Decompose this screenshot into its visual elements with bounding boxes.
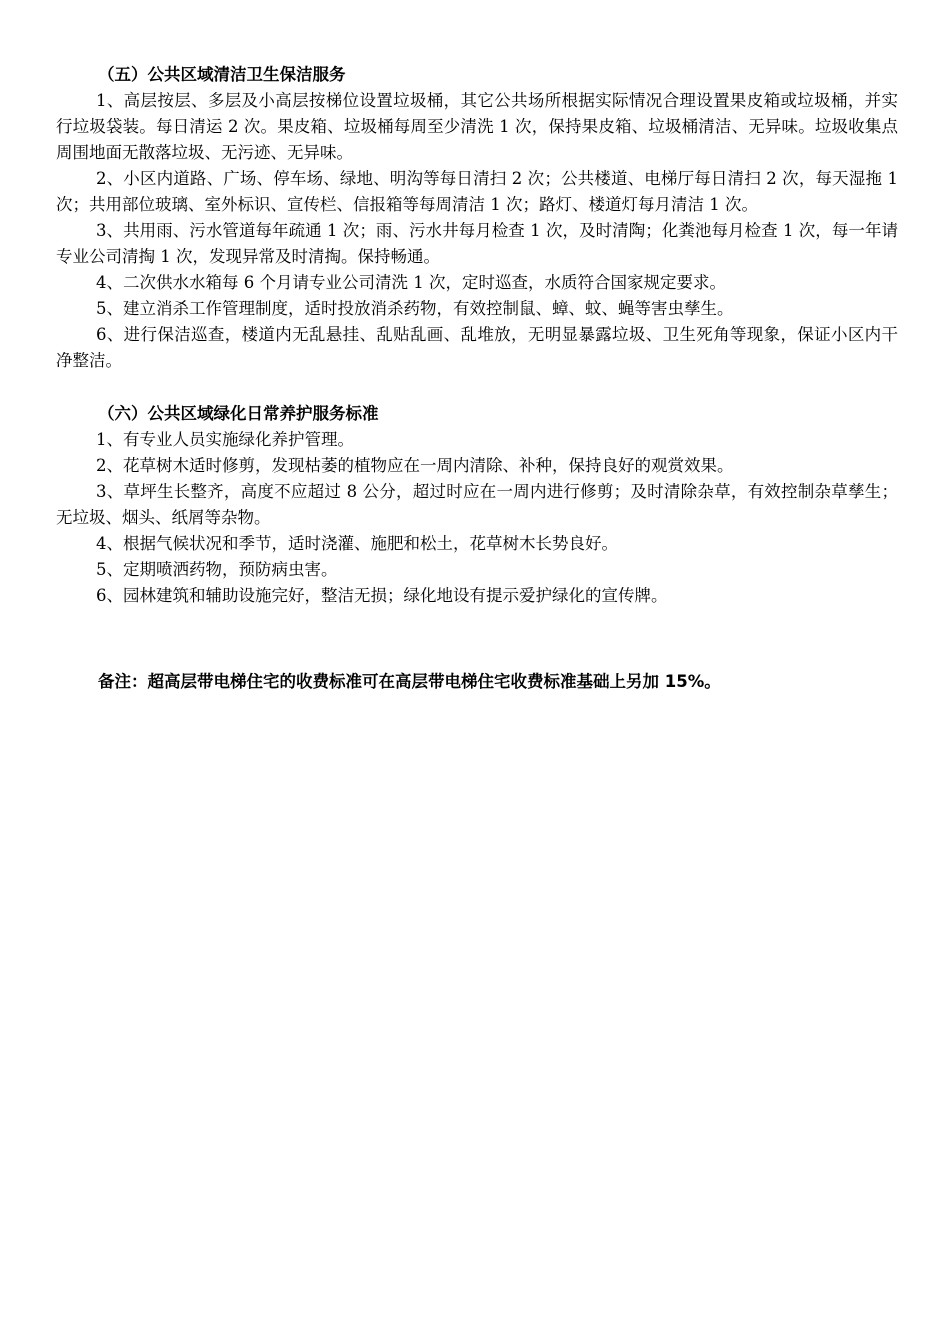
section-6-heading: （六）公共区域绿化日常养护服务标准 bbox=[98, 404, 379, 423]
document-page bbox=[56, 62, 898, 695]
section-5-item-3: 3、共用雨、污水管道每年疏通 1 次；雨、污水井每月检查 1 次，及时清陶；化粪池每月检查 1 次，每一年请专业公司清掏 1 次，发现异常及时清掏。保持畅通。 bbox=[56, 221, 898, 266]
note-spacer bbox=[56, 609, 898, 669]
section-6-item-4: 4、根据气候状况和季节，适时浇灌、施肥和松土，花草树木长势良好。 bbox=[96, 534, 618, 553]
section-6-item-6: 6、园林建筑和辅助设施完好，整洁无损；绿化地设有提示爱护绿化的宣传牌。 bbox=[96, 586, 668, 605]
section-spacer bbox=[56, 374, 898, 401]
fee-note: 备注：超高层带电梯住宅的收费标准可在高层带电梯住宅收费标准基础上另加 15%。 bbox=[98, 672, 721, 691]
section-6-item-5: 5、定期喷洒药物，预防病虫害。 bbox=[96, 560, 338, 579]
section-6-item-1: 1、有专业人员实施绿化养护管理。 bbox=[96, 430, 354, 449]
section-6-item-2: 2、花草树木适时修剪，发现枯萎的植物应在一周内清除、补种，保持良好的观赏效果。 bbox=[96, 456, 734, 475]
section-5-item-1: 1、高层按层、多层及小高层按梯位设置垃圾桶，其它公共场所根据实际情况合理设置果皮箱或垃圾桶，并实行垃圾袋装。每日清运 2 次。果皮箱、垃圾桶每周至少清洗 1 次，保持果皮箱、垃圾桶清洁、无异味。垃圾收集点周围地面无散落垃圾、无污迹、无异味。 bbox=[56, 91, 898, 162]
section-5-heading: （五）公共区域清洁卫生保洁服务 bbox=[98, 65, 346, 84]
section-5-item-4: 4、二次供水水箱每 6 个月请专业公司清洗 1 次，定时巡查，水质符合国家规定要求。 bbox=[96, 273, 726, 292]
section-5-item-6: 6、进行保洁巡查，楼道内无乱悬挂、乱贴乱画、乱堆放，无明显暴露垃圾、卫生死角等现象，保证小区内干净整洁。 bbox=[56, 325, 898, 370]
section-5-item-5: 5、建立消杀工作管理制度，适时投放消杀药物，有效控制鼠、蟑、蚊、蝇等害虫孳生。 bbox=[96, 299, 734, 318]
section-6-item-3: 3、草坪生长整齐，高度不应超过 8 公分，超过时应在一周内进行修剪；及时清除杂草，有效控制杂草孳生；无垃圾、烟头、纸屑等杂物。 bbox=[56, 482, 898, 527]
section-5-item-2: 2、小区内道路、广场、停车场、绿地、明沟等每日清扫 2 次；公共楼道、电梯厅每日清扫 2 次，每天湿拖 1 次；共用部位玻璃、室外标识、宣传栏、信报箱等每周清洁 1 次；路灯、楼道灯每月清洁 1 次。 bbox=[56, 169, 898, 214]
